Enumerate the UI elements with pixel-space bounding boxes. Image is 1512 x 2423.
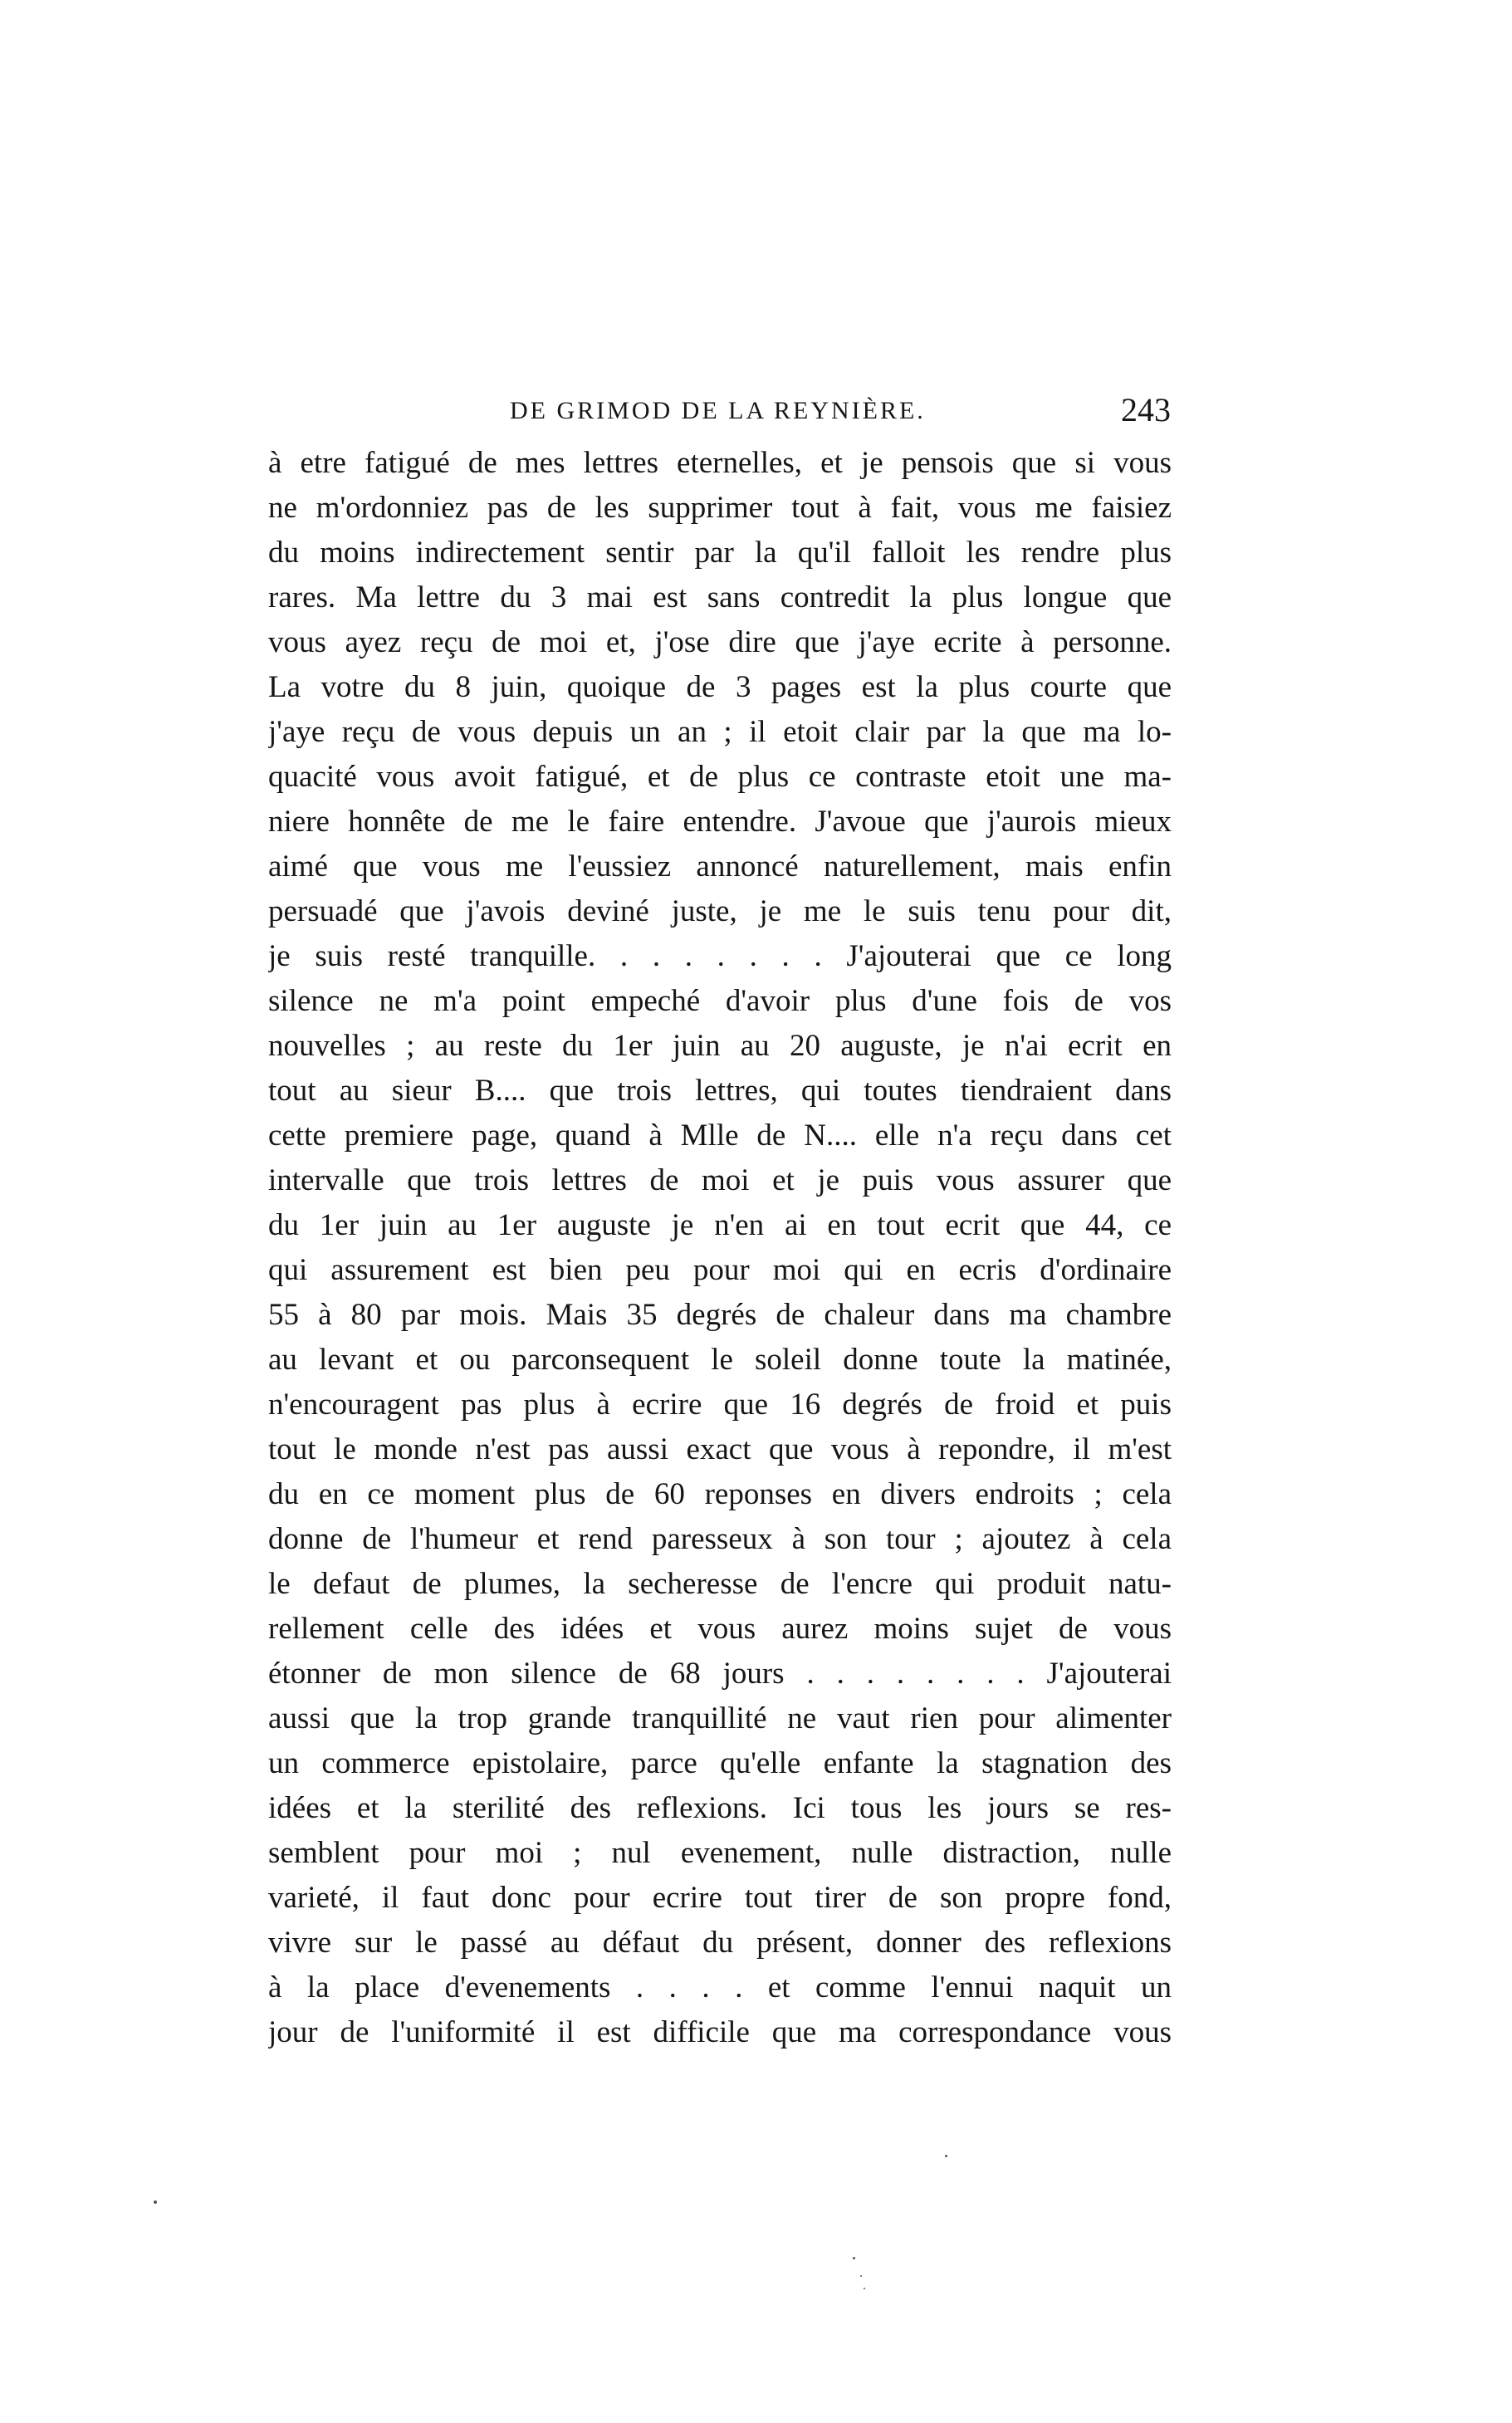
text-line: niere honnête de me le faire entendre. J'avoue que j'aurois mieux: [268, 805, 1172, 839]
text-line: cette premiere page, quand à Mlle de N.... elle n'a reçu dans cet: [268, 1118, 1172, 1153]
text-line: semblent pour moi ; nul evenement, nulle distraction, nulle: [268, 1836, 1172, 1870]
text-line: aussi que la trop grande tranquillité ne vaut rien pour alimenter: [268, 1701, 1172, 1735]
text-line: qui assurement est bien peu pour moi qui en ecris d'ordinaire: [268, 1253, 1172, 1287]
text-line: tout au sieur B.... que trois lettres, qui toutes tiendraient dans: [268, 1074, 1172, 1108]
text-line: silence ne m'a point empeché d'avoir plus d'une fois de vos: [268, 984, 1172, 1018]
running-head: [266, 390, 1171, 440]
text-line: j'aye reçu de vous depuis un an ; il etoit clair par la que ma lo-: [268, 715, 1172, 749]
text-line: à etre fatigué de mes lettres eternelles, et je pensois que si vous: [268, 446, 1172, 480]
text-line: du moins indirectement sentir par la qu'il falloit les rendre plus: [268, 536, 1172, 570]
text-line: ne m'ordonniez pas de les supprimer tout à fait, vous me faisiez: [268, 491, 1172, 525]
text-line: vivre sur le passé au défaut du présent, donner des reflexions: [268, 1926, 1172, 1960]
scan-speck: [864, 2288, 865, 2289]
text-line: vous ayez reçu de moi et, j'ose dire que j'aye ecrite à personne.: [268, 625, 1172, 659]
text-line: intervalle que trois lettres de moi et je puis vous assurer que: [268, 1163, 1172, 1197]
text-line: varieté, il faut donc pour ecrire tout tirer de son propre fond,: [268, 1881, 1172, 1915]
text-line: un commerce epistolaire, parce qu'elle enfante la stagnation des: [268, 1746, 1172, 1780]
page-number: 243: [1121, 391, 1171, 428]
text-line: au levant et ou parconsequent le soleil donne toute la matinée,: [268, 1343, 1172, 1377]
scan-speck: [945, 2155, 947, 2157]
text-line: 55 à 80 par mois. Mais 35 degrés de chaleur dans ma chambre: [268, 1298, 1172, 1332]
running-title: DE GRIMOD DE LA REYNIÈRE.: [510, 397, 926, 424]
scan-speck: [860, 2275, 862, 2277]
text-line: jour de l'uniformité il est difficile que ma correspondance vous: [268, 2015, 1172, 2049]
body-text: [268, 441, 1172, 2055]
text-line: étonner de mon silence de 68 jours . . . . . . . . J'ajouterai: [268, 1657, 1172, 1691]
text-line: tout le monde n'est pas aussi exact que vous à repondre, il m'est: [268, 1432, 1172, 1466]
text-line: aimé que vous me l'eussiez annoncé naturellement, mais enfin: [268, 849, 1172, 884]
text-line: à la place d'evenements . . . . et comme l'ennui naquit un: [268, 1970, 1172, 2004]
scan-speck: [853, 2257, 855, 2259]
text-line: n'encouragent pas plus à ecrire que 16 degrés de froid et puis: [268, 1388, 1172, 1422]
text-line: du 1er juin au 1er auguste je n'en ai en tout ecrit que 44, ce: [268, 1208, 1172, 1242]
text-line: donne de l'humeur et rend paresseux à son tour ; ajoutez à cela: [268, 1522, 1172, 1556]
text-line: je suis resté tranquille. . . . . . . . J'ajouterai que ce long: [268, 939, 1172, 973]
text-line: rares. Ma lettre du 3 mai est sans contredit la plus longue que: [268, 580, 1172, 614]
text-line: du en ce moment plus de 60 reponses en divers endroits ; cela: [268, 1477, 1172, 1511]
text-line: le defaut de plumes, la secheresse de l'encre qui produit natu-: [268, 1567, 1172, 1601]
text-line: nouvelles ; au reste du 1er juin au 20 auguste, je n'ai ecrit en: [268, 1029, 1172, 1063]
text-line: persuadé que j'avois deviné juste, je me le suis tenu pour dit,: [268, 894, 1172, 928]
scan-speck: [154, 2200, 157, 2204]
text-line: idées et la sterilité des reflexions. Ici tous les jours se res-: [268, 1791, 1172, 1825]
text-line: rellement celle des idées et vous aurez moins sujet de vous: [268, 1612, 1172, 1646]
text-line: La votre du 8 juin, quoique de 3 pages est la plus courte que: [268, 670, 1172, 704]
text-line: quacité vous avoit fatigué, et de plus ce contraste etoit une ma-: [268, 760, 1172, 794]
